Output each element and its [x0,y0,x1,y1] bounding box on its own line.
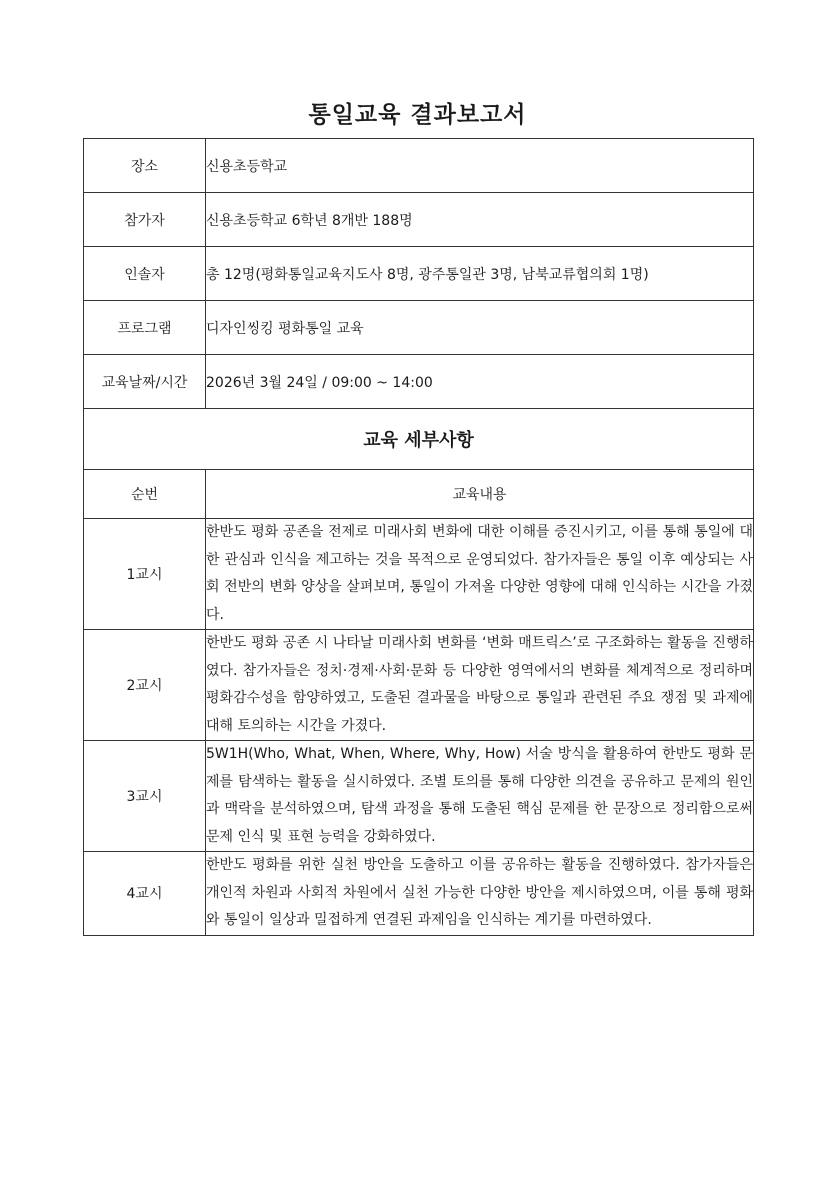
period-row-4 [84,852,754,936]
details-section-title: 교육 세부사항 [84,409,754,470]
program-value: 디자인씽킹 평화통일 교육 [206,301,754,355]
leaders-label: 인솔자 [84,247,206,301]
participants-value: 신용초등학교 6학년 8개반 188명 [206,193,754,247]
details-section-row [84,409,754,470]
period-content: 5W1H(Who, What, When, Where, Why, How) 서술 방식을 활용하여 한반도 평화 문제를 탐색하는 활동을 실시하였다. 조별 토의를 통해 다양한 의견을 공유하고 문제의 원인과 맥락을 분석하였으며, 탐색 과정을 통해 도출된 핵심 문제를 한 문장으로 정리함으로써 문제 인식 및 표현 능력을 강화하였다. [206,741,754,852]
period-label: 2교시 [84,630,206,741]
period-content: 한반도 평화 공존 시 나타날 미래사회 변화를 ‘변화 매트릭스’로 구조화하는 활동을 진행하였다. 참가자들은 정치·경제·사회·문화 등 다양한 영역에서의 변화를 체계적으로 정리하며 평화감수성을 함양하였고, 도출된 결과물을 바탕으로 통일과 관련된 주요 쟁점 및 과제에 대해 토의하는 시간을 가졌다. [206,630,754,741]
datetime-value: 2026년 3월 24일 / 09:00 ~ 14:00 [206,355,754,409]
period-label: 3교시 [84,741,206,852]
place-row [84,139,754,193]
period-content: 한반도 평화 공존을 전제로 미래사회 변화에 대한 이해를 증진시키고, 이를 통해 통일에 대한 관심과 인식을 제고하는 것을 목적으로 운영되었다. 참가자들은 통일 이후 예상되는 사회 전반의 변화 양상을 살펴보며, 통일이 가져올 다양한 영향에 대해 인식하는 시간을 가졌다. [206,519,754,630]
participants-label: 참가자 [84,193,206,247]
leaders-row [84,247,754,301]
details-header-row [84,470,754,519]
column-header-content: 교육내용 [206,470,754,519]
period-row-2 [84,630,754,741]
datetime-row [84,355,754,409]
place-label: 장소 [84,139,206,193]
datetime-label: 교육날짜/시간 [84,355,206,409]
program-label: 프로그램 [84,301,206,355]
report-table [83,138,754,936]
program-row [84,301,754,355]
period-content: 한반도 평화를 위한 실천 방안을 도출하고 이를 공유하는 활동을 진행하였다. 참가자들은 개인적 차원과 사회적 차원에서 실천 가능한 다양한 방안을 제시하였으며, 이를 통해 평화와 통일이 일상과 밀접하게 연결된 과제임을 인식하는 계기를 마련하였다. [206,852,754,936]
document-title: 통일교육 결과보고서 [308,102,527,128]
leaders-value: 총 12명(평화통일교육지도사 8명, 광주통일관 3명, 남북교류협의회 1명) [206,247,754,301]
period-label: 1교시 [84,519,206,630]
period-row-3 [84,741,754,852]
period-row-1 [84,519,754,630]
period-label: 4교시 [84,852,206,936]
participants-row [84,193,754,247]
place-value: 신용초등학교 [206,139,754,193]
column-header-order: 순번 [84,470,206,519]
